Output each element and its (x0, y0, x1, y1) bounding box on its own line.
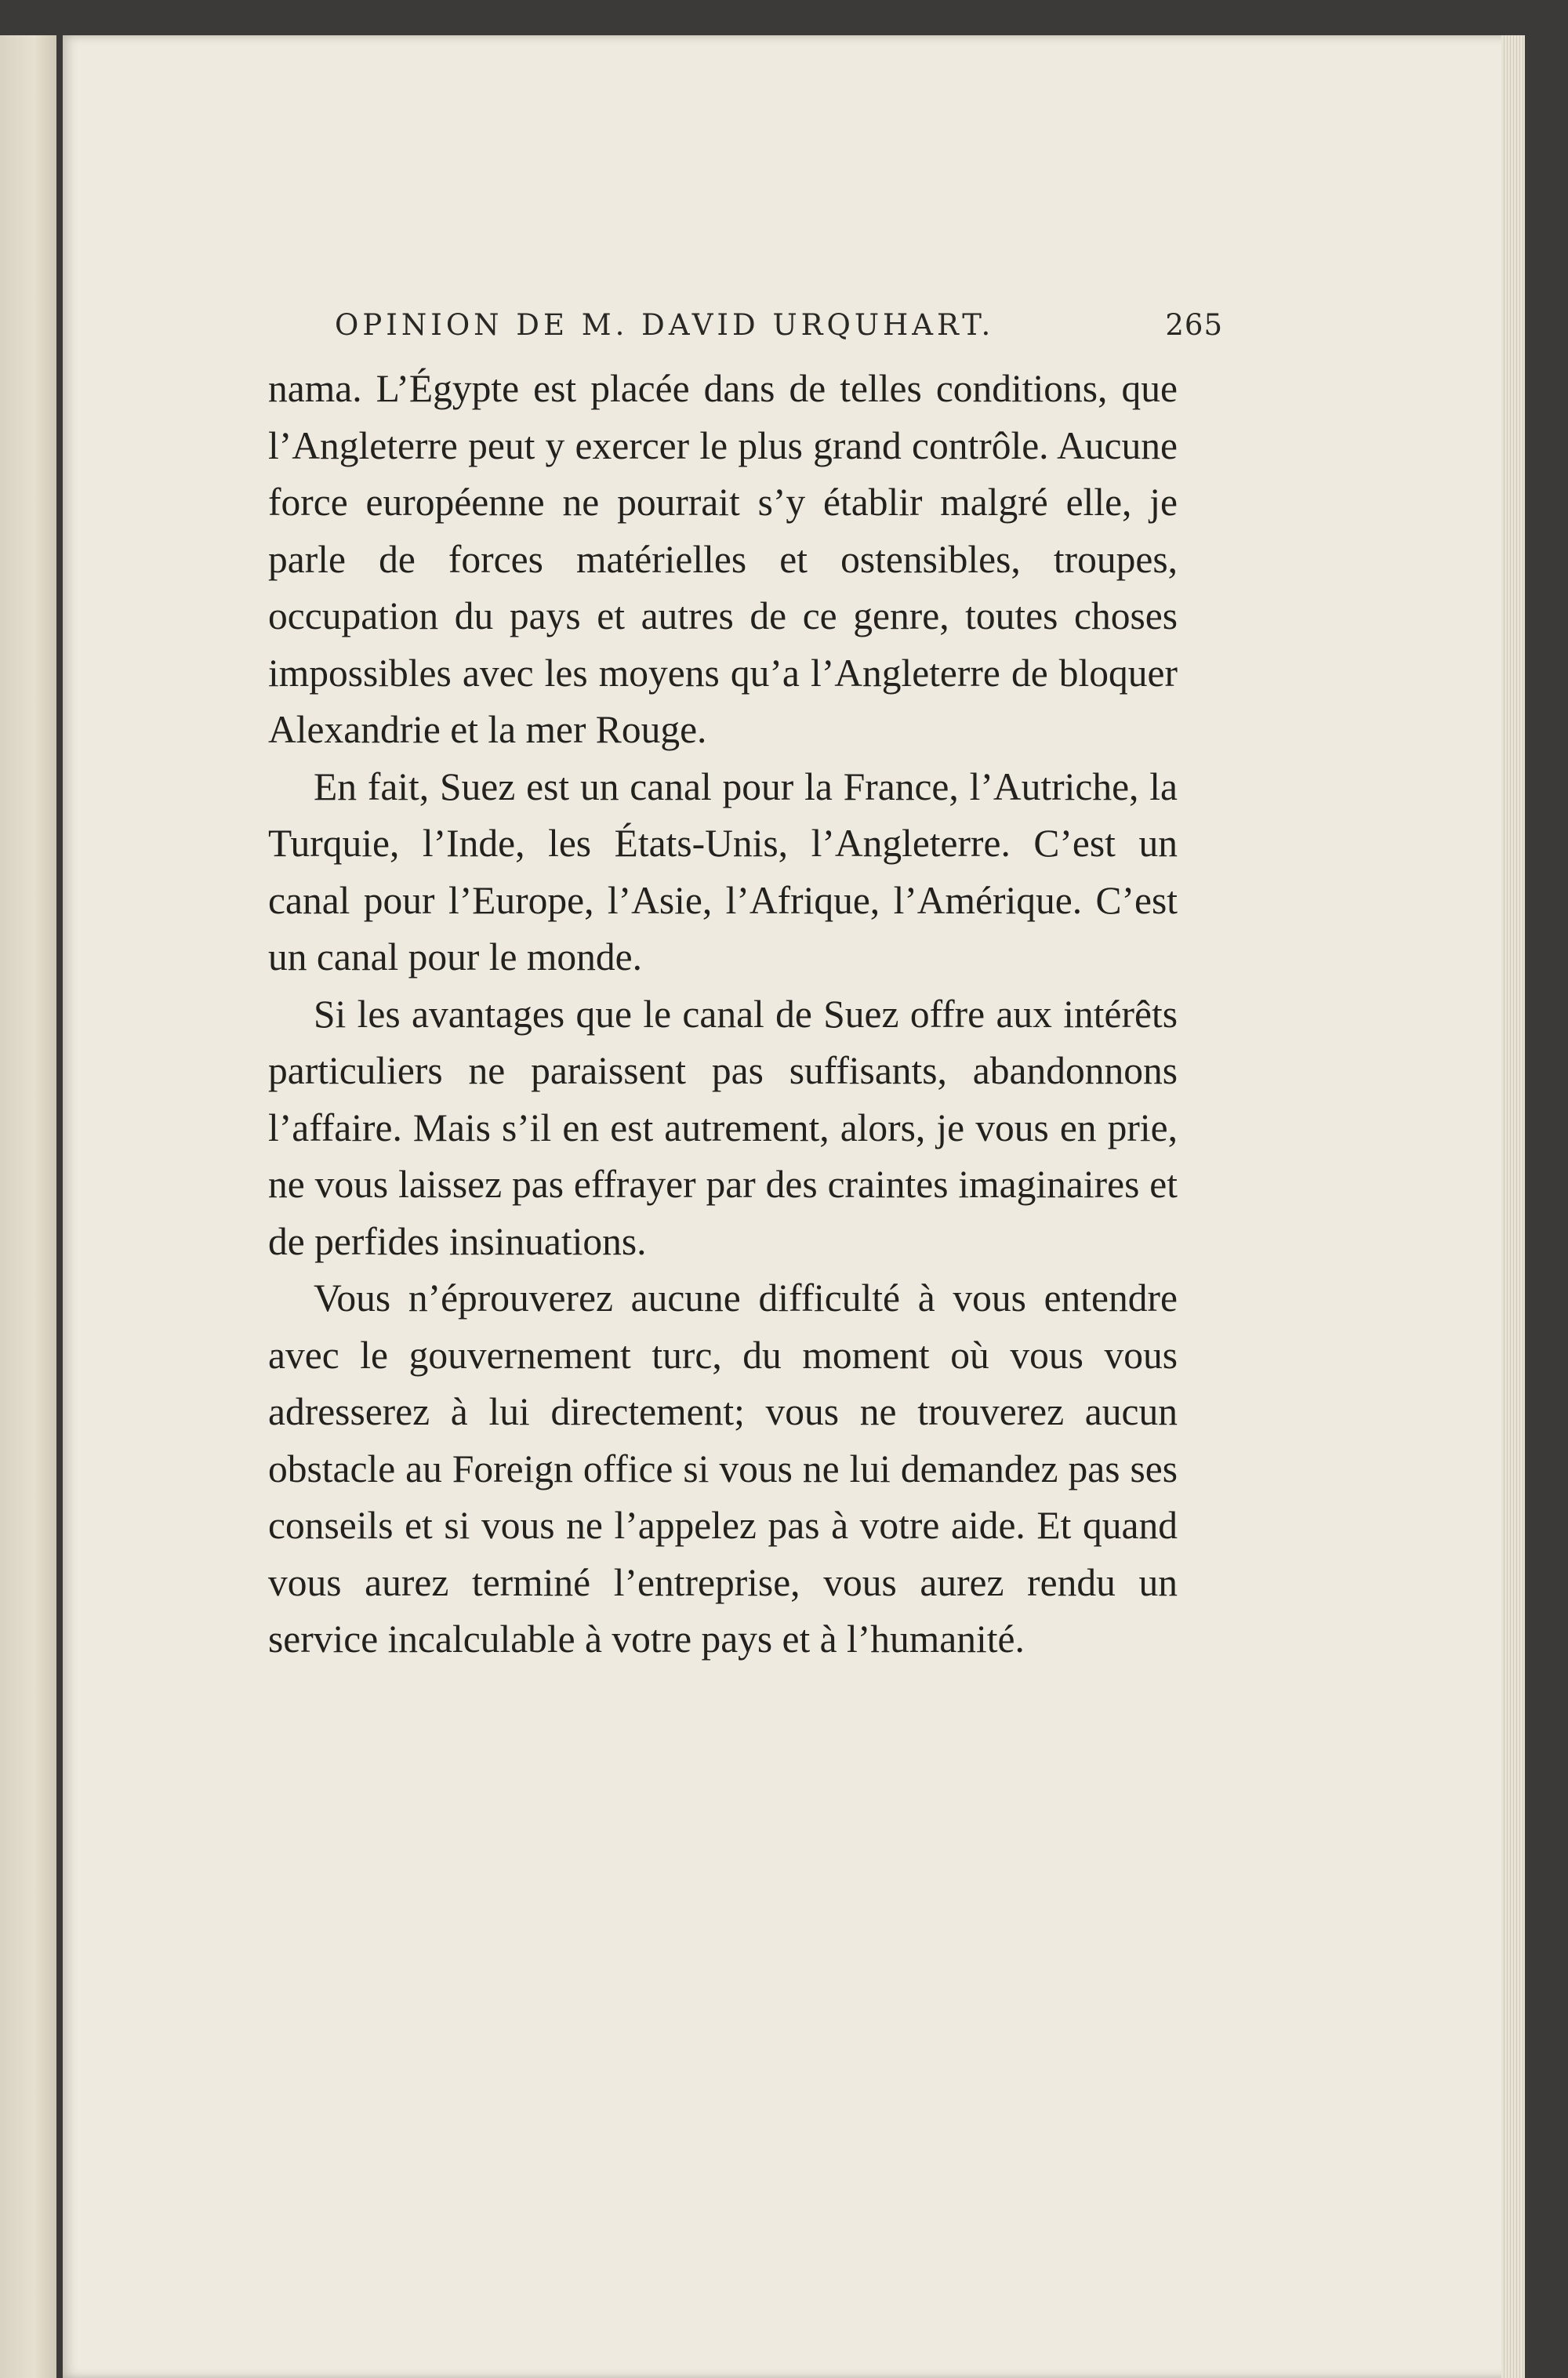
paragraph: Si les avantages que le canal de Suez offre aux intérêts particuliers ne paraissent pas suffisants, abandonnons l’affaire. Mais s’il en est autrement, alors, je vous en prie, ne vous laissez pas effrayer par des craintes imaginaires et de perfides insinuations. (268, 992, 1178, 1263)
paragraph: Vous n’éprouverez aucune difficulté à vous entendre avec le gouvernement turc, du moment où vous vous adresserez à lui directement; vous ne trouverez aucun obstacle au Foreign office si vous ne lui demandez pas ses conseils et si vous ne l’appelez pas à votre aide. Et quand vous aurez terminé l’entreprise, vous aurez rendu un service incalculable à votre pays et à l’humanité. (268, 1276, 1178, 1661)
paragraph-continuation: nama. L’Égypte est placée dans de telles conditions, que l’Angleterre peut y exercer le plus grand contrôle. Aucune force européenne ne pourrait s’y établir malgré elle, je parle de forces matérielles et ostensibles, troupes, occupation du pays et autres de ce genre, toutes choses impossibles avec les moyens qu’a l’Angleterre de bloquer Alexandrie et la mer Rouge. (268, 367, 1178, 751)
running-title: OPINION DE M. DAVID URQUHART. (335, 308, 995, 342)
page-number: 265 (1165, 308, 1223, 342)
page-block-edge (1501, 35, 1525, 2378)
running-header (335, 308, 1223, 355)
paragraph: En fait, Suez est un canal pour la France, l’Autriche, la Turquie, l’Inde, les États-Unis, l’Angleterre. C’est un canal pour l’Europe, l’Asie, l’Afrique, l’Amérique. C’est un canal pour le monde. (268, 764, 1178, 978)
body-text (268, 361, 1178, 1668)
previous-page-edge (0, 35, 56, 2378)
